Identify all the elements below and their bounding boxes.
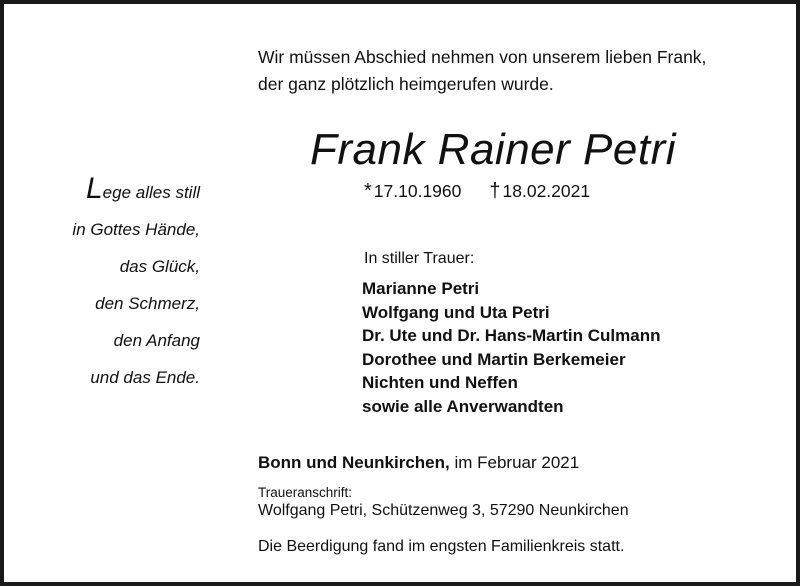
address-label: Traueranschrift:	[258, 485, 353, 500]
mourner-name: Wolfgang und Uta Petri	[362, 302, 550, 322]
poem-initial: L	[85, 172, 103, 205]
intro-text	[258, 44, 778, 98]
deceased-name: Frank Rainer Petri	[309, 125, 676, 174]
poem-line: den Anfang	[113, 331, 200, 350]
funeral-note: Die Beerdigung fand im engsten Familienkreis statt.	[258, 538, 625, 555]
intro-line: der ganz plötzlich heimgerufen wurde.	[258, 74, 554, 94]
poem-line: das Glück,	[119, 257, 200, 276]
poem-line: in Gottes Hände,	[72, 220, 200, 239]
poem-line	[24, 174, 200, 211]
mourning-label: In stiller Trauer:	[364, 250, 475, 267]
poem-line: und das Ende.	[90, 368, 200, 387]
poem-line: den Schmerz,	[95, 294, 200, 313]
mourner-name: Dr. Ute und Dr. Hans-Martin Culmann	[362, 326, 661, 345]
address-value: Wolfgang Petri, Schützenweg 3, 57290 Neunkirchen	[258, 502, 629, 519]
intro-line: Wir müssen Abschied nehmen von unserem lieben Frank,	[258, 47, 707, 67]
poem	[24, 174, 200, 396]
poem-first-line: ege alles still	[102, 183, 200, 202]
birth-star-icon: *	[364, 180, 372, 202]
birth-date: 17.10.1960	[373, 181, 462, 201]
death-cross-icon: †	[489, 180, 501, 202]
place-date	[258, 453, 579, 473]
mourner-name: Nichten und Neffen	[362, 373, 518, 392]
place-month: im Februar 2021	[449, 453, 580, 472]
life-dates	[364, 180, 590, 203]
mourner-name: Marianne Petri	[362, 279, 480, 298]
mourners-list	[362, 277, 660, 418]
death-date: 18.02.2021	[502, 181, 591, 201]
place-cities: Bonn und Neunkirchen,	[258, 453, 450, 472]
mourner-name: sowie alle Anverwandten	[362, 396, 564, 416]
mourner-name: Dorothee und Martin Berkemeier	[362, 349, 626, 369]
